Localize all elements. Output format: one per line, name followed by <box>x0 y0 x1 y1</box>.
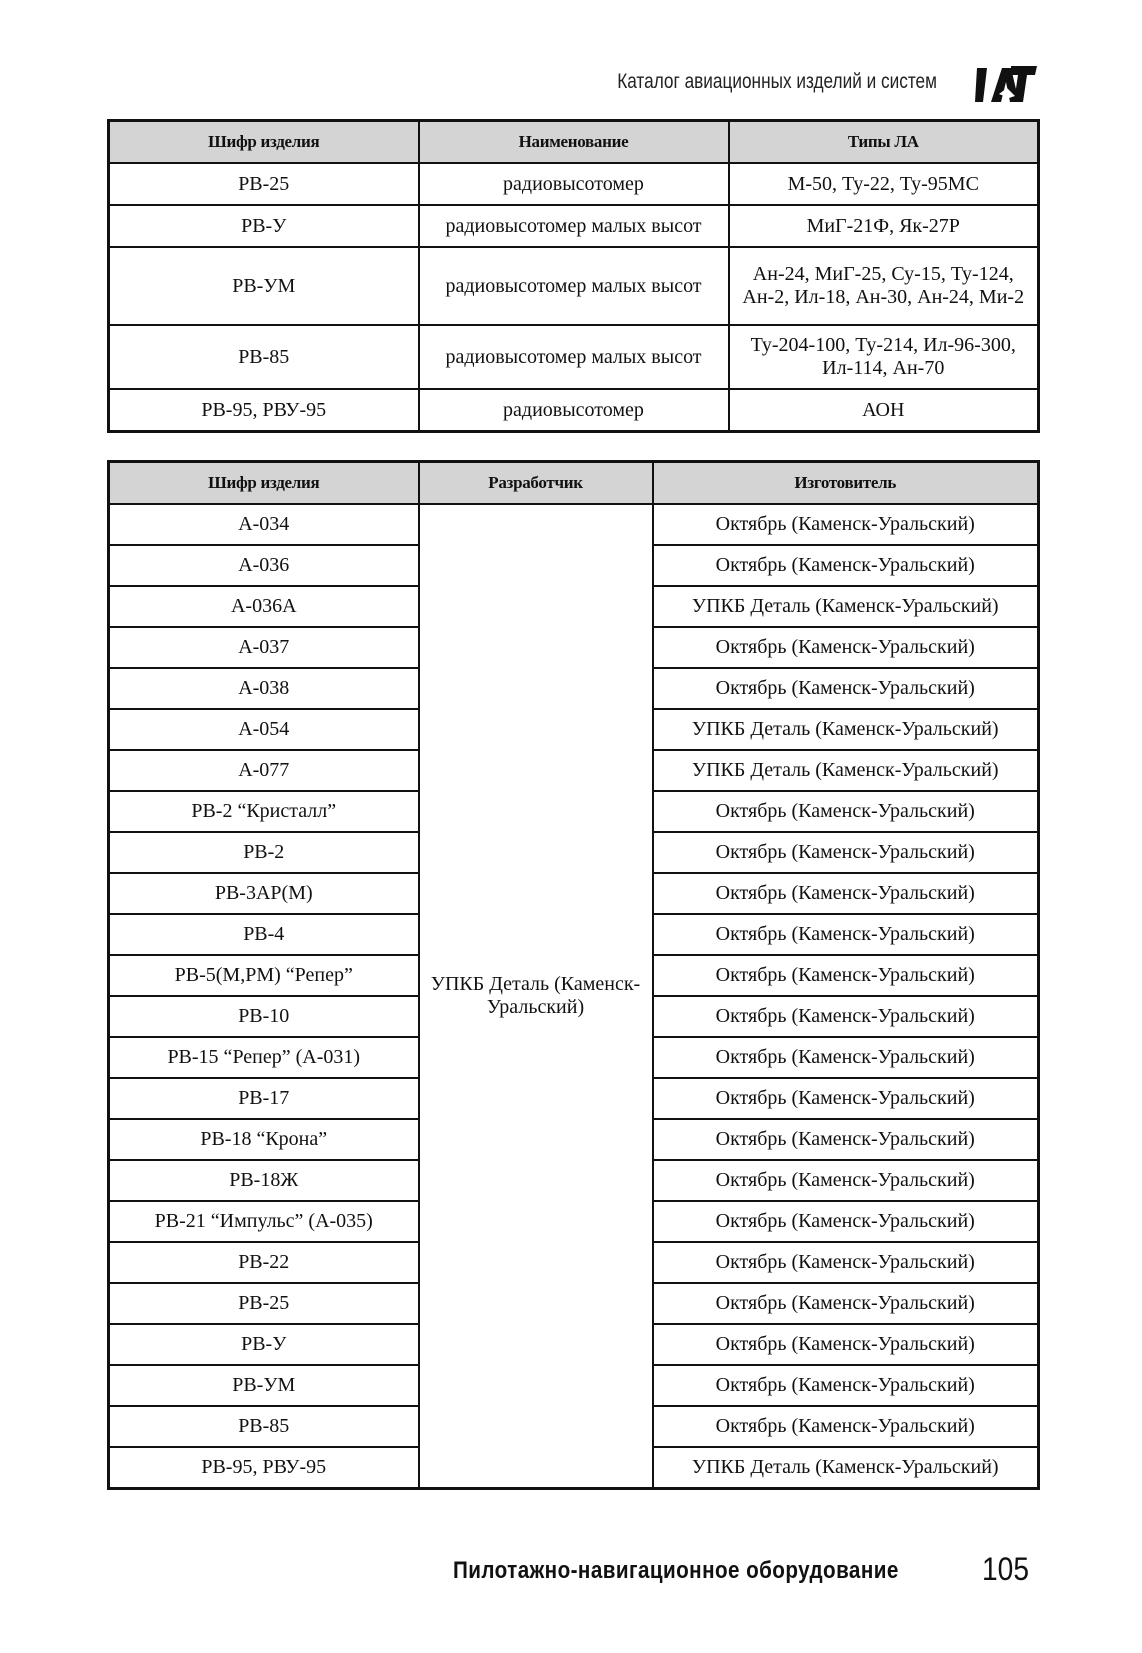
cell-manufacturer: Октябрь (Каменск-Уральский) <box>653 1406 1039 1447</box>
section-title: Пилотажно-навигационное оборудование <box>453 1557 899 1584</box>
table-row <box>109 247 1039 325</box>
cell-manufacturer: УПКБ Деталь (Каменск-Уральский) <box>653 586 1039 627</box>
cell-manufacturer: Октябрь (Каменск-Уральский) <box>653 873 1039 914</box>
cell-aircraft-types: Ан-24, МиГ-25, Су-15, Ту-124, Ан-2, Ил-18, Ан-30, Ан-24, Ми-2 <box>729 247 1039 325</box>
developers-manufacturers-table <box>107 460 1040 1490</box>
cell-code: А-077 <box>109 750 419 791</box>
iat-logo-icon <box>975 62 1037 106</box>
cell-manufacturer: Октябрь (Каменск-Уральский) <box>653 914 1039 955</box>
cell-manufacturer: Октябрь (Каменск-Уральский) <box>653 791 1039 832</box>
cell-code: РВ-25 <box>109 1283 419 1324</box>
cell-code: РВ-85 <box>109 325 419 389</box>
cell-name: радиовысотомер малых высот <box>419 325 729 389</box>
cell-manufacturer: Октябрь (Каменск-Уральский) <box>653 1201 1039 1242</box>
cell-code: РВ-18Ж <box>109 1160 419 1201</box>
cell-code: РВ-85 <box>109 1406 419 1447</box>
cell-aircraft-types: АОН <box>729 389 1039 432</box>
cell-manufacturer: Октябрь (Каменск-Уральский) <box>653 1283 1039 1324</box>
column-header-developer: Разработчик <box>419 462 653 505</box>
cell-manufacturer: Октябрь (Каменск-Уральский) <box>653 996 1039 1037</box>
cell-manufacturer: Октябрь (Каменск-Уральский) <box>653 955 1039 996</box>
cell-manufacturer: Октябрь (Каменск-Уральский) <box>653 1160 1039 1201</box>
column-header-aircraft-types: Типы ЛА <box>729 121 1039 164</box>
cell-code: РВ-У <box>109 1324 419 1365</box>
column-header-name: Наименование <box>419 121 729 164</box>
cell-code: РВ-УМ <box>109 247 419 325</box>
column-header-code: Шифр изделия <box>109 121 419 164</box>
cell-code: РВ-18 “Крона” <box>109 1119 419 1160</box>
products-aircraft-table <box>107 119 1040 433</box>
column-header-manufacturer: Изготовитель <box>653 462 1039 505</box>
cell-code: А-034 <box>109 504 419 545</box>
table-header-row <box>109 121 1039 164</box>
table-row <box>109 325 1039 389</box>
cell-aircraft-types: МиГ-21Ф, Як-27Р <box>729 205 1039 247</box>
cell-manufacturer: УПКБ Деталь (Каменск-Уральский) <box>653 709 1039 750</box>
cell-code: РВ-15 “Репер” (А-031) <box>109 1037 419 1078</box>
cell-manufacturer: УПКБ Деталь (Каменск-Уральский) <box>653 1447 1039 1489</box>
column-header-code: Шифр изделия <box>109 462 419 505</box>
cell-name: радиовысотомер малых высот <box>419 247 729 325</box>
cell-code: А-038 <box>109 668 419 709</box>
cell-manufacturer: УПКБ Деталь (Каменск-Уральский) <box>653 750 1039 791</box>
cell-code: РВ-3АР(М) <box>109 873 419 914</box>
cell-manufacturer: Октябрь (Каменск-Уральский) <box>653 1365 1039 1406</box>
cell-code: РВ-25 <box>109 163 419 205</box>
cell-manufacturer: Октябрь (Каменск-Уральский) <box>653 1324 1039 1365</box>
table-row <box>109 389 1039 432</box>
cell-manufacturer: Октябрь (Каменск-Уральский) <box>653 504 1039 545</box>
cell-code: РВ-2 “Кристалл” <box>109 791 419 832</box>
cell-aircraft-types: Ту-204-100, Ту-214, Ил-96-300, Ил-114, Ан-70 <box>729 325 1039 389</box>
cell-name: радиовысотомер <box>419 163 729 205</box>
cell-manufacturer: Октябрь (Каменск-Уральский) <box>653 545 1039 586</box>
cell-code: РВ-10 <box>109 996 419 1037</box>
cell-code: РВ-5(М,РМ) “Репер” <box>109 955 419 996</box>
cell-code: А-036 <box>109 545 419 586</box>
cell-manufacturer: Октябрь (Каменск-Уральский) <box>653 832 1039 873</box>
cell-code: РВ-21 “Импульс” (А-035) <box>109 1201 419 1242</box>
cell-manufacturer: Октябрь (Каменск-Уральский) <box>653 1119 1039 1160</box>
cell-code: РВ-УМ <box>109 1365 419 1406</box>
cell-code: РВ-4 <box>109 914 419 955</box>
table-row <box>109 163 1039 205</box>
cell-manufacturer: Октябрь (Каменск-Уральский) <box>653 668 1039 709</box>
cell-code: РВ-95, РВУ-95 <box>109 389 419 432</box>
cell-code: А-037 <box>109 627 419 668</box>
page-number: 105 <box>982 1551 1029 1587</box>
table-row <box>109 504 1039 545</box>
cell-developer-merged: УПКБ Деталь (Каменск-Уральский) <box>419 504 653 1489</box>
cell-manufacturer: Октябрь (Каменск-Уральский) <box>653 1037 1039 1078</box>
cell-code: РВ-22 <box>109 1242 419 1283</box>
cell-code: РВ-2 <box>109 832 419 873</box>
cell-code: РВ-У <box>109 205 419 247</box>
cell-code: РВ-95, РВУ-95 <box>109 1447 419 1489</box>
cell-manufacturer: Октябрь (Каменск-Уральский) <box>653 627 1039 668</box>
cell-code: А-054 <box>109 709 419 750</box>
cell-manufacturer: Октябрь (Каменск-Уральский) <box>653 1242 1039 1283</box>
cell-aircraft-types: М-50, Ту-22, Ту-95МС <box>729 163 1039 205</box>
cell-name: радиовысотомер <box>419 389 729 432</box>
cell-name: радиовысотомер малых высот <box>419 205 729 247</box>
cell-code: РВ-17 <box>109 1078 419 1119</box>
catalog-header-title: Каталог авиационных изделий и систем <box>617 70 937 93</box>
cell-code: А-036А <box>109 586 419 627</box>
table-row <box>109 205 1039 247</box>
cell-manufacturer: Октябрь (Каменск-Уральский) <box>653 1078 1039 1119</box>
table-header-row <box>109 462 1039 505</box>
